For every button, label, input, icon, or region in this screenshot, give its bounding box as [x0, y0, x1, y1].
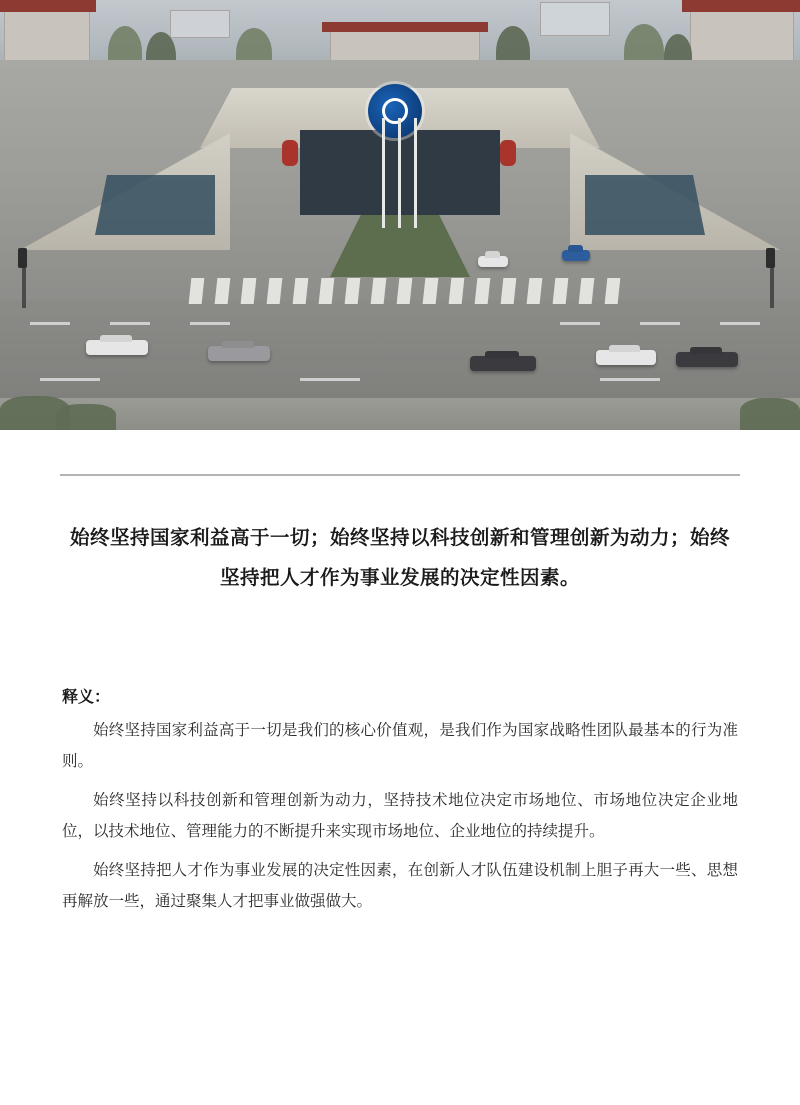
building-roof [0, 0, 96, 12]
flagpole [414, 118, 417, 228]
traffic-signal-head-icon [18, 248, 27, 268]
traffic-signal-head-icon [766, 248, 775, 268]
page-title: 始终坚持国家利益高于一切；始终坚持以科技创新和管理创新为动力；始终坚持把人才作为事业发展的决定性因素。 [69, 527, 730, 589]
divider [60, 474, 740, 476]
vehicle [596, 350, 656, 365]
lane-marking [560, 322, 600, 325]
hero-image [0, 0, 800, 430]
red-lantern-icon [500, 140, 516, 166]
building-roof [682, 0, 800, 12]
lane-marking [40, 378, 100, 381]
section-label: 释义： [62, 689, 111, 706]
vehicle [478, 256, 508, 267]
paragraph: 始终坚持以科技创新和管理创新为动力，坚持技术地位决定市场地位、市场地位决定企业地位，以技术地位、管理能力的不断提升来实现市场地位、企业地位的持续提升。 [62, 792, 738, 840]
lane-marking [720, 322, 760, 325]
shrub [56, 404, 116, 430]
wing-glass-right [585, 175, 705, 235]
lane-marking [190, 322, 230, 325]
building [170, 10, 230, 38]
lane-marking [640, 322, 680, 325]
vehicle [470, 356, 536, 371]
traffic-signal-pole [770, 262, 774, 308]
vehicle [86, 340, 148, 355]
vehicle [676, 352, 738, 367]
lane-marking [600, 378, 660, 381]
traffic-signal-pole [22, 262, 26, 308]
building [540, 2, 610, 36]
red-lantern-icon [282, 140, 298, 166]
shrub [740, 398, 800, 430]
paragraph: 始终坚持国家利益高于一切是我们的核心价值观，是我们作为国家战略性团队最基本的行为准则。 [62, 722, 738, 770]
wing-glass-left [95, 175, 215, 235]
crosswalk [189, 278, 622, 304]
vehicle [208, 346, 270, 361]
flagpole [382, 118, 385, 228]
lane-marking [110, 322, 150, 325]
paragraph: 始终坚持把人才作为事业发展的决定性因素，在创新人才队伍建设机制上胆子再大一些、思想再解放一些，通过聚集人才把事业做强做大。 [62, 862, 738, 910]
text-content [0, 430, 800, 917]
vehicle [562, 250, 590, 261]
sidewalk [0, 398, 800, 430]
lane-marking [300, 378, 360, 381]
building-roof [322, 22, 488, 32]
lane-marking [30, 322, 70, 325]
flagpole [398, 118, 401, 228]
